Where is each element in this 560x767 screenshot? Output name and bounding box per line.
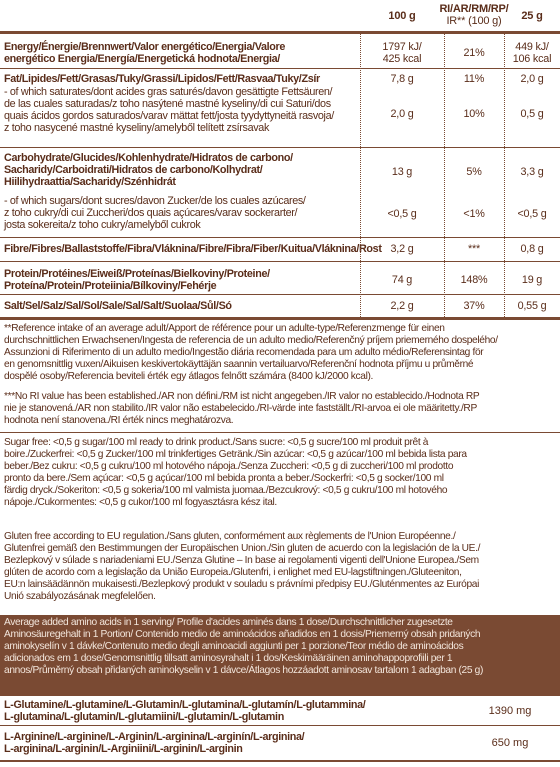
sugars-line2: z toho cukry/di cui Zuccheri/dos quais açúcares/varav sockerarter/	[4, 207, 298, 219]
fibre-100g: 3,2 g	[390, 243, 414, 255]
protein-label	[4, 268, 270, 292]
glutamine-value: 1390 mg	[488, 705, 532, 717]
energy-25g-kj: 449 kJ/	[515, 41, 549, 53]
rule	[0, 68, 560, 69]
saturates-line3: quais ácidos gordos saturados/varav mättat fett/josta tyydyttyneitä rasvoja/	[4, 110, 334, 122]
gluten-free-note	[4, 531, 556, 603]
sugar-free-note	[4, 437, 556, 509]
saturates-label	[4, 86, 334, 134]
rule	[0, 237, 560, 238]
energy-label-line1: Energy/Énergie/Brennwert/Valor energético/Energia/Valore	[4, 41, 286, 53]
col-separator	[444, 34, 445, 317]
aa-line4: adicionados em 1 dose/Genomsnittlig tillsatt aminosyrahalt i 1 dos/Keskimääräinen aminohappoprofiili per 1	[4, 653, 453, 664]
ref-line4: en genomsnittlig vuxen/Aikuisen keskivertokäyttäjän saannin vertailuarvo/Referenční hodnota příjmu u průměrné	[4, 359, 474, 370]
arginine-value: 650 mg	[491, 737, 529, 749]
rule	[0, 147, 560, 148]
energy-25g-kcal: 106 kcal	[512, 53, 552, 65]
ref-line1: **Reference intake of an average adult/Apport de référence pour un adulte-type/Referenzmenge für einen	[4, 323, 445, 334]
salt-25g: 0,55 g	[517, 300, 547, 312]
energy-25g	[504, 41, 560, 65]
protein-ri: 148%	[460, 274, 488, 286]
gf-line5: EU:n lainsäädännön mukaisesti./Bezlepkový produkt v souladu s právními předpisy EU./Gluténmentes az Európai	[4, 579, 480, 590]
nori-line2: nie je stanovená./AR non stabilito./IR valor não estabelecido./RI-värde inte fastställt./RI-arvoa ei ole määritetty./RP	[4, 403, 477, 414]
gf-line4: glúten de acordo com a legislação da União Europeia./Glutenfri, i enlighet med EU-lagstiftningen./Gluteeniton,	[4, 567, 462, 578]
aa-line3: aminokyselín v 1 dávke/Contenuto medio degli aminoacidi aggiunti per 1 porzione/Teor médio de aminoácidos	[4, 641, 464, 652]
fat-25g: 2,0 g	[520, 73, 544, 85]
saturates-ri: 10%	[463, 108, 485, 120]
saturates-line1: - of which saturates/dont acides gras saturés/davon gesättigte Fettsäuren/	[4, 86, 333, 98]
header-ri-line1: RI/AR/RM/RP/	[439, 3, 509, 15]
sugars-label	[4, 195, 306, 231]
carbohydrate-ri: 5%	[466, 166, 482, 178]
fibre-ri: ***	[467, 243, 480, 255]
fat-ri: 11%	[463, 73, 485, 85]
gf-line1: Gluten free according to EU regulation./Sans gluten, conformément aux règlements de l'Union Européenne./	[4, 531, 456, 542]
energy-ri: 21%	[463, 47, 485, 59]
ref-line5: dospělé osoby/Referencia beviteli érték egy átlagos felnőtt számára (8400 kJ/2000 kcal).	[4, 371, 374, 382]
arginine-line1: L-Arginine/L-arginine/L-Arginin/L-arginina/L-arginín/L-arginina/	[4, 731, 305, 743]
protein-25g: 19 g	[521, 274, 543, 286]
rule	[0, 261, 560, 262]
fibre-label: Fibre/Fibres/Ballaststoffe/Fibra/Vláknina/Fibre/Fibra/Fiber/Kuitua/Vláknina/Rost	[4, 243, 382, 255]
col-separator	[504, 34, 505, 317]
glutamine-label	[4, 699, 365, 723]
fat-label: Fat/Lipides/Fett/Grasas/Tuky/Grassi/Lipidos/Fett/Rasvaa/Tuky/Zsír	[4, 73, 320, 85]
sf-line1: Sugar free: <0,5 g sugar/100 ml ready to drink product./Sans sucre: <0,5 g sucre/100 ml produit prêt à	[4, 437, 429, 448]
sf-line5: färdig dryck./Sokeriton: <0,5 g sokeria/100 ml valmista juomaa./Bezcukrový: <0,5 g cukru/100 ml hotového	[4, 485, 448, 496]
nori-line1: ***No RI value has been established./AR non défini./RM ist nicht angegeben./IR valor no establecido./Hodnota RP	[4, 391, 480, 402]
rule	[0, 432, 560, 433]
protein-100g: 74 g	[391, 274, 413, 286]
sugars-100g: <0,5 g	[387, 208, 417, 220]
rule	[0, 317, 560, 320]
rule	[0, 694, 560, 696]
salt-label: Salt/Sel/Salz/Sal/Sol/Sale/Sal/Salt/Suolaa/Sůl/Só	[4, 300, 232, 312]
ref-line3: Assunzioni di Riferimento di un adulto medio/Ingestão diária recomendada para um adulto médio/Referensintag för	[4, 347, 484, 358]
fibre-25g: 0,8 g	[520, 243, 544, 255]
sf-line4: pronto da bere./Sem açúcar: <0,5 g açúcar/100 ml bebida pronta a beber./Sockerfri: <0,5 g socker/100 ml	[4, 473, 444, 484]
ref-line2: durchschnittlichen Erwachsenen/Ingesta de referencia de un adulto medio/Referenčný príjem priemerného dospelého/	[4, 335, 498, 346]
salt-100g: 2,2 g	[390, 300, 414, 312]
sf-line2: boire./Zuckerfrei: <0,5 g Zucker/100 ml trinkfertiges Getränk./Sin azúcar: <0,5 g azúcar/100 ml bebida lista para	[4, 449, 467, 460]
rule	[0, 725, 560, 726]
protein-line2: Proteína/Protein/Proteiinia/Bílkoviny/Fehérje	[4, 280, 217, 292]
protein-line1: Protein/Protéines/Eiweiß/Proteínas/Bielkoviny/Proteine/	[4, 268, 270, 280]
fat-100g: 7,8 g	[390, 73, 414, 85]
energy-label-line2: energético Energia/Energía/Energetická hodnota/Energia/	[4, 53, 280, 65]
sugars-ri: <1%	[463, 208, 485, 220]
no-ri-note	[4, 391, 556, 427]
carbohydrate-label	[4, 152, 293, 188]
sugars-line1: - of which sugars/dont sucres/davon Zucker/de los cuales azúcares/	[4, 195, 306, 207]
header-ri-line2: IR** (100 g)	[446, 15, 502, 27]
header-col-ri	[439, 3, 509, 27]
aa-line2: Aminosäuregehalt in 1 Portion/ Contenido medio de aminoácidos añadidos en 1 dosis/Priemerný obsah pridaných	[4, 629, 481, 640]
carb-line2: Sacharidy/Carboidrati/Hidratos de carbono/Kolhydrat/	[4, 164, 263, 176]
amino-acid-header	[0, 615, 560, 694]
header-col-25g: 25 g	[521, 10, 543, 22]
gf-line3: Bezlepkový v súlade s nariadeniami EU./Senza Glutine – In base ai regolamenti vigenti dell'Unione Europea./Sem	[4, 555, 479, 566]
salt-ri: 37%	[463, 300, 485, 312]
rule	[0, 294, 560, 295]
bottom-rule	[0, 760, 560, 762]
sugars-line3: josta sokereita/z toho cukry/amelyből cukrok	[4, 219, 201, 231]
glutamine-line2: L-glutamina/L-glutamin/L-glutamiini/L-glutamin/L-glutamin	[4, 711, 284, 723]
saturates-100g: 2,0 g	[390, 108, 414, 120]
carb-line1: Carbohydrate/Glucides/Kohlenhydrate/Hidratos de carbono/	[4, 152, 293, 164]
carbohydrate-25g: 3,3 g	[520, 166, 544, 178]
header-col-100g: 100 g	[388, 10, 416, 22]
saturates-line4: z toho nasycené mastné kyseliny/amelyből telített zsírsavak	[4, 122, 269, 134]
top-rule	[0, 31, 560, 34]
aa-line5: annos/Průměrný obsah přidaných aminokyselin v 1 dávce/Átlagos hozzáadott aminosav tartalom 1 adagban (25 g)	[4, 665, 484, 676]
nori-line3: hodnota není stanovena./RI érték nincs meghatározva.	[4, 415, 234, 426]
amino-header-text	[4, 617, 556, 677]
gf-line2: Glutenfrei gemäß den Bestimmungen der Europäischen Union./Sin gluten de acuerdo con la legislación de la UE./	[4, 543, 481, 554]
carb-line3: Hiilihydraattia/Sacharidy/Szénhidrát	[4, 176, 176, 188]
aa-line1: Average added amino acids in 1 serving/ Profile d'acides aminés dans 1 dose/Durchschnittlicher zugesetzte	[4, 617, 453, 628]
energy-100g-kcal: 425 kcal	[382, 53, 422, 65]
gf-line6: Unió szabályozásának megfelelően.	[4, 591, 156, 602]
arginine-line2: L-arginina/L-arginin/L-Arginiini/L-arginin/L-arginin	[4, 743, 243, 755]
energy-100g-kj: 1797 kJ/	[382, 41, 422, 53]
saturates-line2: de las cuales saturadas/z toho nasýtené mastné kyseliny/di cui Saturi/dos	[4, 98, 331, 110]
sf-line6: nápoje./Cukormentes: <0,5 g cukor/100 ml fogyasztásra kész ital.	[4, 497, 277, 508]
glutamine-line1: L-Glutamine/L-glutamine/L-Glutamin/L-glutamina/L-glutamín/L-glutammina/	[4, 699, 366, 711]
energy-label	[4, 41, 285, 65]
saturates-25g: 0,5 g	[520, 108, 544, 120]
sf-line3: beber./Bez cukru: <0,5 g cukru/100 ml hotového nápoja./Senza Zuccheri: <0,5 g di zuccheri/100 ml prodotto	[4, 461, 454, 472]
arginine-label	[4, 731, 304, 755]
energy-100g	[360, 41, 444, 65]
col-separator	[360, 34, 361, 317]
reference-intake-note	[4, 323, 556, 383]
carbohydrate-100g: 13 g	[391, 166, 413, 178]
sugars-25g: <0,5 g	[517, 208, 547, 220]
